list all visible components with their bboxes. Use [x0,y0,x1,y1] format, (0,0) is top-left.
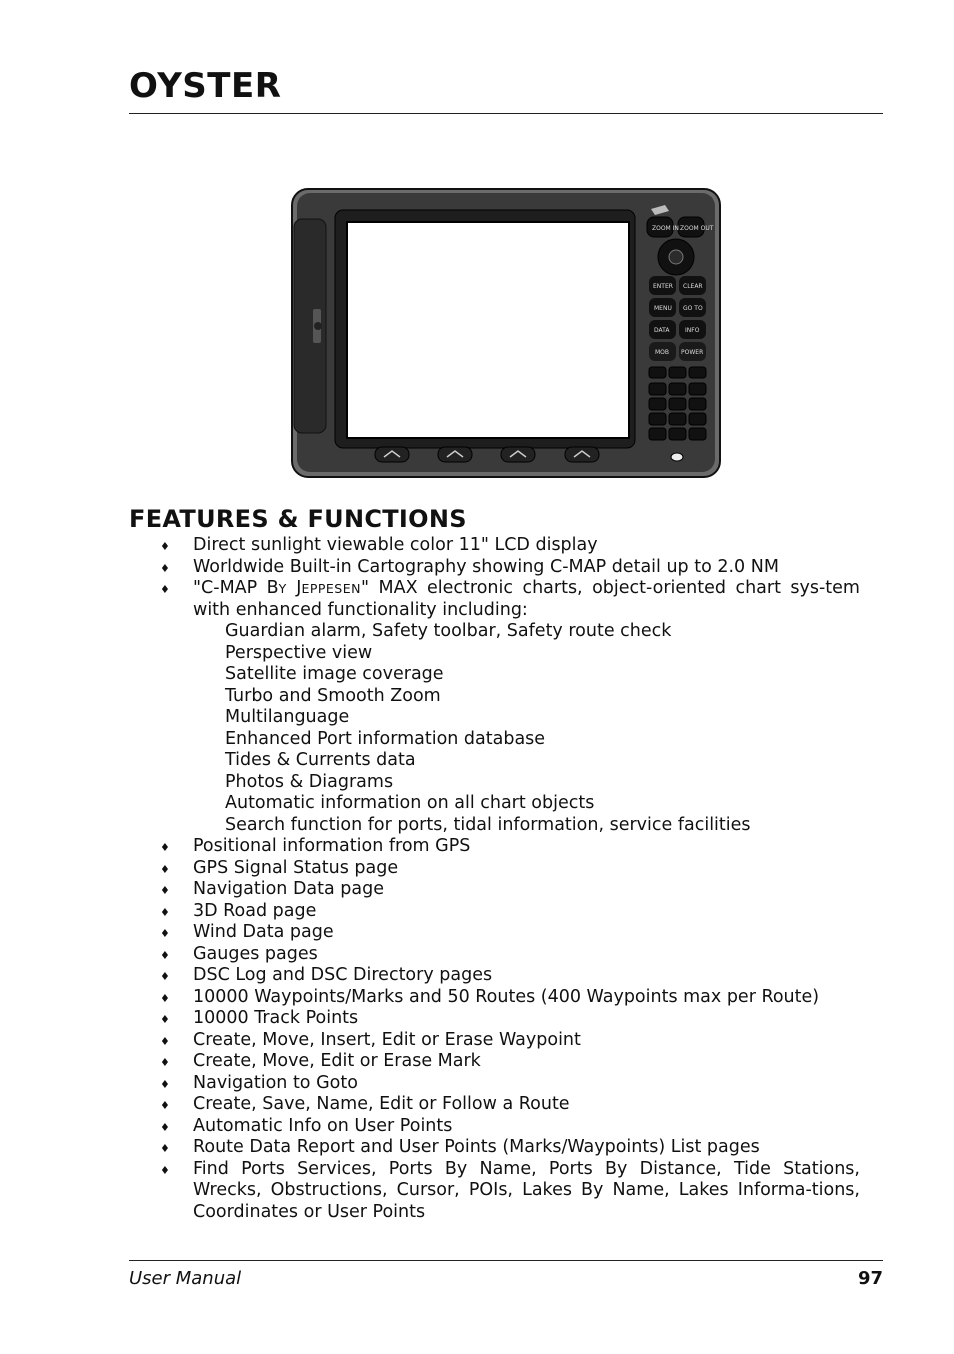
list-item: ♦ Navigation to Goto [160,1073,860,1095]
sub-list-item: Perspective view [225,642,373,663]
svg-text:ZOOM IN: ZOOM IN [652,225,679,232]
bullet-icon: ♦ [160,583,170,596]
svg-text:MOB: MOB [655,349,670,356]
sub-list-item: Search function for ports, tidal information, service facilities [225,814,751,835]
svg-text:ZOOM OUT: ZOOM OUT [680,225,714,232]
sub-list-item: Enhanced Port information database [225,728,546,749]
list-item: ♦ Worldwide Built-in Cartography showing C-MAP detail up to 2.0 NM [160,557,860,579]
footer-rule [129,1260,883,1261]
sub-list-item: Tides & Currents data [225,750,416,770]
sub-list-item: Turbo and Smooth Zoom [225,685,441,706]
list-item: ♦ Create, Save, Name, Edit or Follow a Route [160,1094,860,1116]
list-item: ♦ DSC Log and DSC Directory pages [160,965,860,987]
header-rule [129,113,883,114]
bullet-icon: ♦ [160,991,170,1005]
cmap-feature-text: "C-MAP BY JEPPESEN" MAX electronic charts, object-oriented chart sys-tem with enhanced functionality including: [193,578,860,620]
bullet-icon: ♦ [160,970,170,983]
list-item: ♦ 3D Road page [160,901,860,923]
list-item: ♦ Navigation Data page [160,879,860,901]
list-item: ♦ Create, Move, Insert, Edit or Erase Waypoint [160,1030,860,1052]
svg-text:MENU: MENU [654,305,672,312]
svg-text:DATA: DATA [654,327,670,334]
svg-text:CLEAR: CLEAR [683,283,703,290]
svg-text:ENTER: ENTER [653,283,673,290]
list-item: ♦ Gauges pages [160,944,860,966]
sub-list-item: Multilanguage [225,707,350,727]
bullet-icon: ♦ [160,540,170,553]
bullet-icon: ♦ [160,1056,170,1069]
svg-text:INFO: INFO [685,327,700,334]
svg-text:GO TO: GO TO [683,305,703,312]
page-title: OYSTER [129,66,282,106]
list-item: ♦ Positional information from GPS [160,836,860,858]
bullet-icon: ♦ [160,561,170,575]
bullet-icon: ♦ [160,1120,170,1134]
sub-list-item: Photos & Diagrams [225,771,394,792]
cmap-subfeatures [193,621,860,836]
bullet-icon: ♦ [160,1163,170,1177]
bullet-icon: ♦ [160,1013,170,1026]
list-item: ♦ Find Ports Services, Ports By Name, Ports By Distance, Tide Stations, Wrecks, Obstructions, Cursor, POIs, Lakes By Name, Lakes Informa-tions, Coordinates or User Points [160,1158,860,1222]
svg-text:POWER: POWER [681,349,704,356]
sub-list-item: Guardian alarm, Safety toolbar, Safety route check [225,621,672,641]
page-number: 97 [857,1268,883,1289]
sub-list-item: Satellite image coverage [225,664,444,684]
bullet-icon: ♦ [160,1077,170,1091]
list-item: ♦ Automatic Info on User Points [160,1116,860,1138]
bullet-icon: ♦ [160,841,170,854]
list-item: ♦ 10000 Track Points [160,1008,860,1030]
list-item: ♦ 10000 Waypoints/Marks and 50 Routes (400 Waypoints max per Route) [160,987,860,1009]
bullet-icon: ♦ [160,1142,170,1155]
list-item: ♦ Direct sunlight viewable color 11" LCD display [160,535,860,557]
features-list [160,535,860,1223]
section-title: FEATURES & FUNCTIONS [129,505,467,533]
bullet-icon: ♦ [160,884,170,897]
list-item: ♦ Route Data Report and User Points (Marks/Waypoints) List pages [160,1137,860,1159]
list-item [160,578,860,836]
footer-label: User Manual [129,1268,242,1289]
bullet-icon: ♦ [160,927,170,940]
bullet-icon: ♦ [160,862,170,876]
bullet-icon: ♦ [160,1099,170,1112]
list-item: ♦ Wind Data page [160,922,860,944]
bullet-icon: ♦ [160,1034,170,1048]
list-item: ♦ Create, Move, Edit or Erase Mark [160,1051,860,1073]
bullet-icon: ♦ [160,905,170,919]
bullet-icon: ♦ [160,948,170,962]
list-item: ♦ GPS Signal Status page [160,858,860,880]
sub-list-item: Automatic information on all chart objects [225,793,595,813]
chartplotter-device-illustration [291,187,722,479]
